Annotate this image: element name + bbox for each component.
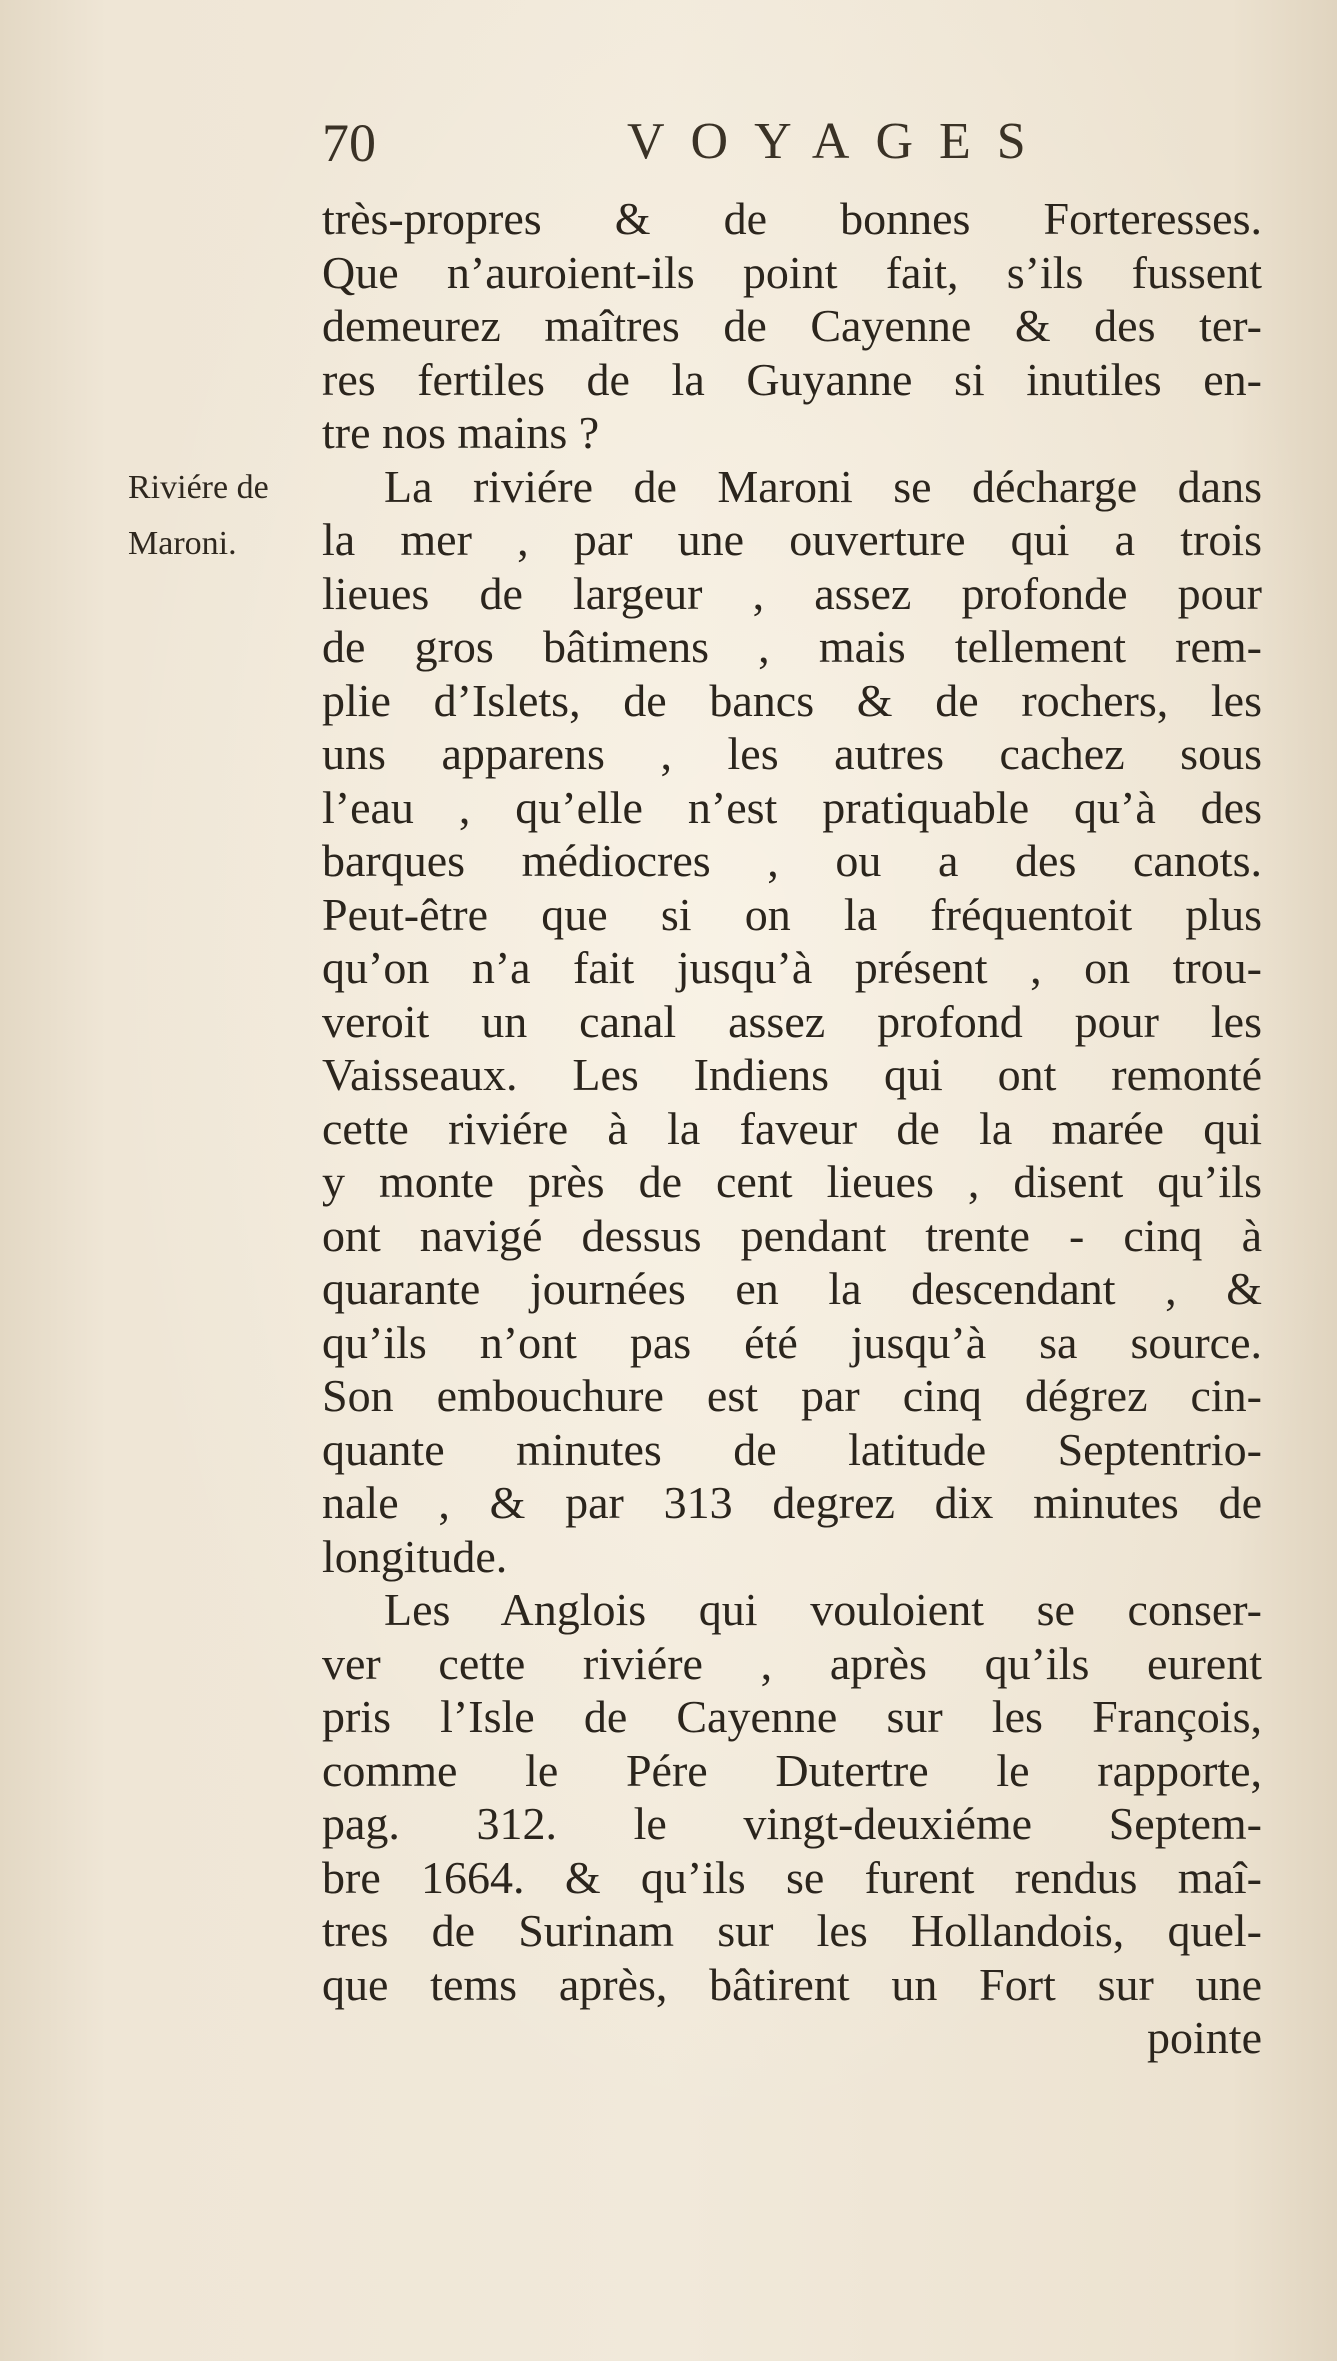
text-line: demeurez maîtres de Cayenne & des ter- (322, 300, 1262, 351)
text-line: bre 1664. & qu’ils se furent rendus maî- (322, 1851, 1262, 1903)
text-line: veroit un canal assez profond pour les (322, 995, 1262, 1047)
text-line: res fertiles de la Guyanne si inutiles en- (322, 353, 1262, 405)
text-line: Vaisseaux. Les Indiens qui ont remonté (322, 1049, 1262, 1100)
text-line: nale , & par 313 degrez dix minutes de (322, 1477, 1262, 1528)
body-text (322, 192, 1262, 2065)
text-line: ver cette riviére , après qu’ils eurent (322, 1637, 1262, 1689)
text-line: comme le Pére Dutertre le rapporte, (322, 1744, 1262, 1796)
text-line: qu’on n’a fait jusqu’à présent , on trou- (322, 942, 1262, 993)
text-line: Son embouchure est par cinq dégrez cin- (322, 1370, 1262, 1421)
text-line: très-propres & de bonnes Forteresses. (322, 193, 1262, 244)
text-line: pag. 312. le vingt-deuxiéme Septem- (322, 1798, 1262, 1849)
text-line: que tems après, bâtirent un Fort sur une (322, 1958, 1262, 2010)
text-line: pris l’Isle de Cayenne sur les François, (322, 1691, 1262, 1742)
text-line: y monte près de cent lieues , disent qu’ils (322, 1156, 1262, 1207)
text-line: tre nos mains ? (322, 407, 600, 458)
text-line: quante minutes de latitude Septentrio- (322, 1423, 1262, 1475)
text-line: l’eau , qu’elle n’est pratiquable qu’à des (322, 781, 1262, 833)
text-line: cette riviére à la faveur de la marée qui (322, 1102, 1262, 1154)
text-line: ont navigé dessus pendant trente - cinq à (322, 1209, 1262, 1261)
marginal-note (128, 460, 269, 572)
page-header (322, 112, 1222, 182)
text-line: plie d’Islets, de bancs & de rochers, les (322, 674, 1262, 726)
text-line: Peut-être que si on la fréquentoit plus (322, 888, 1262, 940)
text-line: la mer , par une ouverture qui a trois (322, 514, 1262, 565)
text-line: lieues de largeur , assez profonde pour (322, 567, 1262, 619)
marginal-note-line: Maroni. (128, 525, 237, 562)
page-number: 70 (322, 113, 376, 173)
running-title: VOYAGES (627, 113, 1052, 170)
text-line: longitude. (322, 1530, 508, 1582)
marginal-note-line: Riviére de (128, 469, 269, 506)
text-line: qu’ils n’ont pas été jusqu’à sa source. (322, 1316, 1262, 1368)
text-line: tres de Surinam sur les Hollandois, quel- (322, 1905, 1262, 1956)
text-line: barques médiocres , ou a des canots. (322, 835, 1262, 886)
text-line: Les Anglois qui vouloient se conser- (384, 1584, 1262, 1635)
text-line: de gros bâtimens , mais tellement rem- (322, 621, 1262, 672)
text-line: uns apparens , les autres cachez sous (322, 728, 1262, 779)
text-line: La riviére de Maroni se décharge dans (384, 460, 1262, 512)
text-line: Que n’auroient-ils point fait, s’ils fussent (322, 246, 1262, 298)
text-line: quarante journées en la descendant , & (322, 1263, 1262, 1314)
catchword: pointe (1147, 2012, 1262, 2063)
